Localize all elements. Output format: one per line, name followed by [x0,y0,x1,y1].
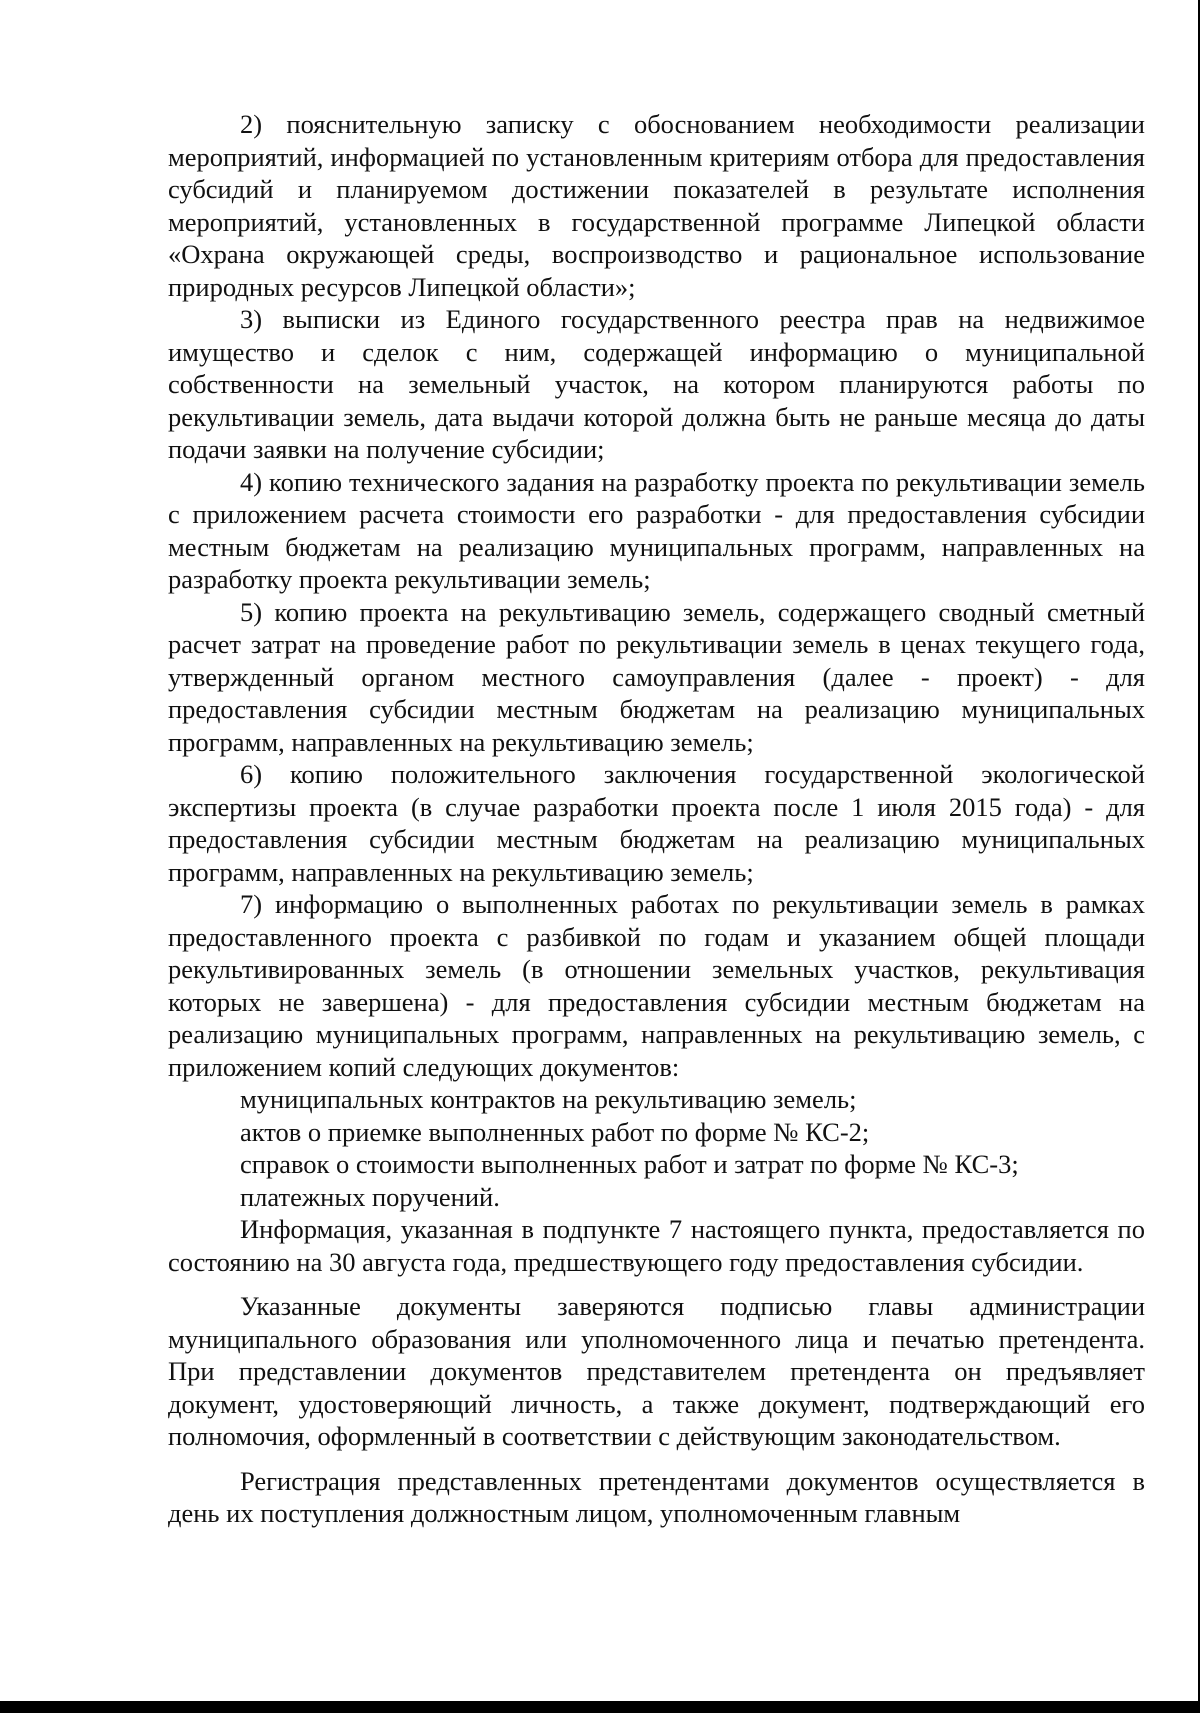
document-body [168,108,1145,1530]
list-item-certificates-ks3: справок о стоимости выполненных работ и затрат по форме № КС-3; [240,1149,1019,1179]
paragraph-registration: Регистрация представленных претендентами документов осуществляется в день их поступления должностным лицом, уполномоченным главным [168,1465,1145,1528]
scan-edge-bottom [0,1701,1200,1713]
paragraph-item-6: 6) копию положительного заключения государственной экологической экспертизы проекта (в случае разработки проекта после 1 июля 2015 года) - для предоставления субсидии местным бюджетам на реализацию муниципальных программ, направленных на рекультивацию земель; [168,759,1145,887]
paragraph-item-2: 2) пояснительную записку с обоснованием необходимости реализации мероприятий, информацией по установленным критериям отбора для предоставления субсидий и планируемом достижении показателей в результате исполнения мероприятий, установленных в государственной программе Липецкой области «Охрана окружающей среды, воспроизводство и рациональное использование природных ресурсов Липецкой области»; [168,109,1145,302]
list-item-acts-ks2: актов о приемке выполненных работ по форме № КС-2; [240,1116,870,1147]
paragraph-certification: Указанные документы заверяются подписью главы администрации муниципального образования или уполномоченного лица и печатью претендента. При представлении документов представителем претендента он предъявляет документ, удостоверяющий личность, а также документ, подтверждающий его полномочия, оформленный в соответствии с действующим законодательством. [168,1291,1145,1451]
list-item-contracts: муниципальных контрактов на рекультивацию земель; [240,1084,857,1114]
paragraph-item-5: 5) копию проекта на рекультивацию земель, содержащего сводный сметный расчет затрат на проведение работ по рекультивации земель в ценах текущего года, утвержденный органом местного самоуправления (далее - проект) - для предоставления субсидии местным бюджетам на реализацию муниципальных программ, направленных на рекультивацию земель; [168,596,1145,757]
paragraph-info-note: Информация, указанная в подпункте 7 настоящего пункта, предоставляется по состоянию на 30 августа года, предшествующего году предоставления субсидии. [168,1214,1145,1277]
paragraph-item-7: 7) информацию о выполненных работах по рекультивации земель в рамках предоставленного проекта с разбивкой по годам и указанием общей площади рекультивированных земель (в отношении земельных участков, рекультивация которых не завершена) - для предоставления субсидии местным бюджетам на реализацию муниципальных программ, направленных на рекультивацию земель, с приложением копий следующих документов: [168,889,1145,1082]
paragraph-item-4: 4) копию технического задания на разработку проекта по рекультивации земель с приложением расчета стоимости его разработки - для предоставления субсидии местным бюджетам на реализацию муниципальных программ, направленных на разработку проекта рекультивации земель; [168,466,1145,594]
list-item-payment-orders: платежных поручений. [240,1181,500,1212]
paragraph-item-3: 3) выписки из Единого государственного реестра прав на недвижимое имущество и сделок с ним, содержащей информацию о муниципальной собственности на земельный участок, на котором планируются работы по рекультивации земель, дата выдачи которой должна быть не раньше месяца до даты подачи заявки на получение субсидии; [168,304,1145,464]
